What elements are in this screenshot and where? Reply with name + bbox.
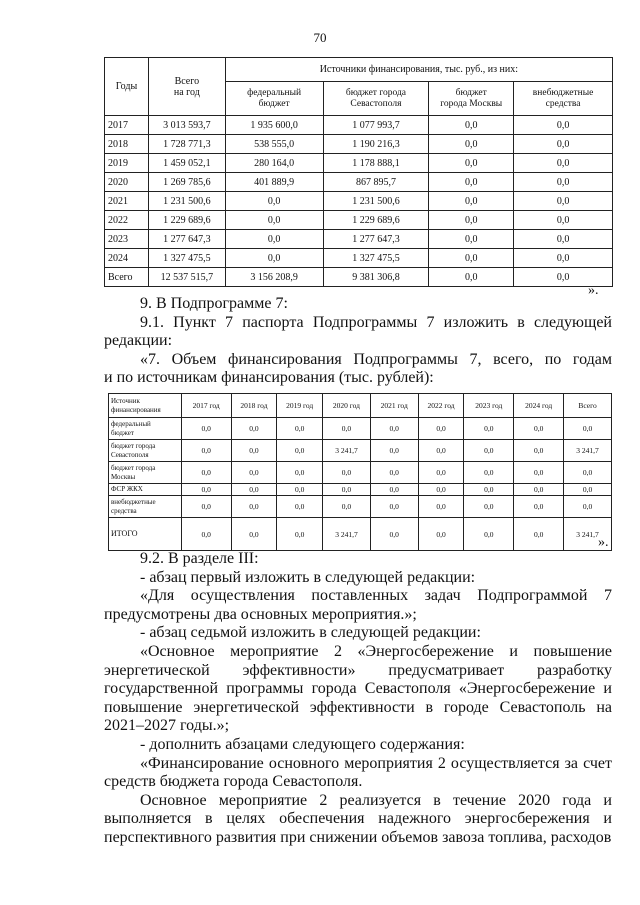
paragraph: - абзац седьмой изложить в следующей редакции: — [140, 624, 481, 642]
table-cell: 0,0 — [323, 462, 371, 484]
table-cell: 0,0 — [277, 518, 323, 551]
table-cell: 0,0 — [464, 518, 514, 551]
col-header: Всего — [564, 394, 612, 418]
table-cell: 0,0 — [231, 440, 277, 462]
row-label: ФСР ЖКХ — [109, 484, 182, 496]
col-header-years: Годы — [105, 58, 149, 116]
table-cell: 0,0 — [370, 518, 418, 551]
table-cell: 0,0 — [429, 173, 514, 192]
table-cell: 0,0 — [514, 173, 613, 192]
col-header: 2017 год — [181, 394, 231, 418]
table-cell: 1 277 647,3 — [323, 230, 429, 249]
table-cell: 0,0 — [181, 496, 231, 518]
table-cell: 0,0 — [429, 230, 514, 249]
row-label: 2023 — [105, 230, 149, 249]
table-cell: 0,0 — [323, 496, 371, 518]
row-label: 2024 — [105, 249, 149, 268]
table-cell: 3 241,7 — [564, 518, 612, 551]
paragraph: Основное мероприятие 2 реализуется в течение 2020 года и выполняется в целях обеспечения надежного энергосбережения и перспективного развития при снижении объемов завоза топлива, расходов — [104, 791, 612, 846]
col-header: 2021 год — [370, 394, 418, 418]
table-cell: 0,0 — [514, 230, 613, 249]
table-cell: 0,0 — [514, 192, 613, 211]
table-cell: 0,0 — [370, 440, 418, 462]
row-label: 2018 — [105, 135, 149, 154]
table-cell: 0,0 — [370, 418, 418, 440]
table-row — [109, 518, 612, 551]
col-header: 2023 год — [464, 394, 514, 418]
table-cell: 0,0 — [514, 440, 564, 462]
table-cell: 0,0 — [323, 484, 371, 496]
col-header: 2024 год — [514, 394, 564, 418]
table-cell: 0,0 — [231, 462, 277, 484]
table-cell: 0,0 — [514, 268, 613, 287]
table-cell: 0,0 — [370, 462, 418, 484]
table-cell: 1 231 500,6 — [323, 192, 429, 211]
table-cell: 0,0 — [323, 418, 371, 440]
table-row — [109, 418, 612, 440]
paragraph: - дополнить абзацами следующего содержания: — [140, 735, 465, 753]
table-cell: 0,0 — [464, 484, 514, 496]
paragraph: «Основное мероприятие 2 «Энергосбережение и повышение энергетической эффективности» предусматривает разработку государственной программы города Севастополя «Энергосбережение и повышение энергетической эффективности в городе Севастополь на 2021–2027 годы.»; — [104, 642, 612, 735]
table-cell: 0,0 — [514, 135, 613, 154]
quote-close: ». — [598, 535, 609, 550]
table-cell: 0,0 — [225, 249, 323, 268]
paragraph: - абзац первый изложить в следующей редакции: — [140, 568, 476, 586]
table-cell: 0,0 — [464, 462, 514, 484]
table-cell: 1 277 647,3 — [148, 230, 225, 249]
table-cell: 0,0 — [231, 496, 277, 518]
paragraph: 9.1. Пункт 7 паспорта Подпрограммы 7 изложить в следующей редакции: — [104, 313, 612, 350]
row-label: 2021 — [105, 192, 149, 211]
table-row — [105, 249, 613, 268]
table-cell: 3 013 593,7 — [148, 116, 225, 135]
table-cell: 401 889,9 — [225, 173, 323, 192]
col-header-source-3: внебюджетные средства — [514, 82, 613, 116]
table-cell: 0,0 — [418, 462, 464, 484]
table-cell: 1 229 689,6 — [323, 211, 429, 230]
table-cell: 0,0 — [514, 211, 613, 230]
table-cell: 0,0 — [231, 418, 277, 440]
table-cell: 0,0 — [231, 484, 277, 496]
col-header-source-2: бюджет города Москвы — [429, 82, 514, 116]
table-cell: 12 537 515,7 — [148, 268, 225, 287]
col-header: 2018 год — [231, 394, 277, 418]
table-cell: 0,0 — [181, 418, 231, 440]
table-cell: 0,0 — [418, 496, 464, 518]
table-cell: 1 077 993,7 — [323, 116, 429, 135]
table-cell: 1 728 771,3 — [148, 135, 225, 154]
col-header: Источник финансирования — [109, 394, 182, 418]
table-cell: 9 381 306,8 — [323, 268, 429, 287]
table-cell: 0,0 — [429, 249, 514, 268]
paragraph: 9.2. В разделе III: — [140, 550, 259, 567]
row-label: федеральный бюджет — [109, 418, 182, 440]
table-cell: 1 190 216,3 — [323, 135, 429, 154]
table-cell: 0,0 — [429, 154, 514, 173]
table-cell: 0,0 — [429, 135, 514, 154]
table-row — [105, 211, 613, 230]
col-header: 2022 год — [418, 394, 464, 418]
table-cell: 0,0 — [564, 462, 612, 484]
table-row — [109, 496, 612, 518]
table-cell: 0,0 — [429, 211, 514, 230]
text-block-2 — [104, 550, 612, 848]
subprogram-7-financing-table — [108, 393, 612, 551]
table-cell: 0,0 — [225, 192, 323, 211]
table-row — [105, 116, 613, 135]
row-label: 2020 — [105, 173, 149, 192]
table-cell: 0,0 — [514, 496, 564, 518]
table-cell: 0,0 — [514, 518, 564, 551]
table-row — [105, 192, 613, 211]
table-cell: 0,0 — [564, 484, 612, 496]
page-number: 70 — [313, 30, 327, 45]
financing-table-by-year — [104, 57, 613, 287]
row-label: бюджет города Севастополя — [109, 440, 182, 462]
paragraph: «7. Объем финансирования Подпрограммы 7, всего, по годам — [140, 350, 612, 368]
table-cell: 1 327 475,5 — [148, 249, 225, 268]
table-row — [109, 440, 612, 462]
table-cell: 0,0 — [418, 518, 464, 551]
table-row — [109, 484, 612, 496]
table-cell: 1 231 500,6 — [148, 192, 225, 211]
col-header-source-1: бюджет города Севастополя — [323, 82, 429, 116]
table-row — [105, 268, 613, 287]
table-cell: 0,0 — [514, 418, 564, 440]
col-header-source-0: федеральный бюджет — [225, 82, 323, 116]
table-row — [105, 230, 613, 249]
row-label: ИТОГО — [109, 518, 182, 551]
table-cell: 0,0 — [225, 230, 323, 249]
table-cell: 0,0 — [181, 462, 231, 484]
table-row — [105, 173, 613, 192]
table-cell: 0,0 — [514, 462, 564, 484]
paragraph: и по источникам финансирования (тыс. рублей): — [104, 369, 434, 387]
table-cell: 0,0 — [564, 418, 612, 440]
table-cell: 1 229 689,6 — [148, 211, 225, 230]
table-cell: 0,0 — [181, 440, 231, 462]
table-cell: 0,0 — [277, 418, 323, 440]
table-row — [105, 154, 613, 173]
paragraph: «Финансирование основного мероприятия 2 осуществляется за счет средств бюджета города Севастополя. — [104, 754, 612, 791]
quote-close: ». — [588, 283, 599, 298]
table-cell: 1 935 600,0 — [225, 116, 323, 135]
text-block-1 — [104, 295, 612, 388]
table-cell: 0,0 — [181, 484, 231, 496]
table-cell: 867 895,7 — [323, 173, 429, 192]
table-cell: 0,0 — [277, 440, 323, 462]
table-cell: 0,0 — [277, 496, 323, 518]
table-cell: 0,0 — [277, 484, 323, 496]
table-cell: 0,0 — [464, 440, 514, 462]
table-cell: 0,0 — [429, 192, 514, 211]
row-label: 2017 — [105, 116, 149, 135]
table-cell: 0,0 — [514, 154, 613, 173]
table-cell: 0,0 — [464, 496, 514, 518]
col-header-sources: Источники финансирования, тыс. руб., из них: — [225, 58, 612, 82]
col-header-total: Всего на год — [148, 58, 225, 116]
table-cell: 0,0 — [225, 211, 323, 230]
table-cell: 3 241,7 — [564, 440, 612, 462]
table-cell: 3 241,7 — [323, 518, 371, 551]
table-cell: 0,0 — [370, 496, 418, 518]
paragraph: «Для осуществления поставленных задач Подпрограммой 7 предусмотрены два основных мероприятия.»; — [104, 587, 612, 623]
table-cell: 0,0 — [464, 418, 514, 440]
paragraph: 9. В Подпрограмме 7: — [140, 295, 288, 312]
table-cell: 3 156 208,9 — [225, 268, 323, 287]
table-cell: 280 164,0 — [225, 154, 323, 173]
table-cell: 0,0 — [418, 418, 464, 440]
table-cell: 538 555,0 — [225, 135, 323, 154]
table-cell: 0,0 — [277, 462, 323, 484]
table-row — [109, 462, 612, 484]
row-label: 2019 — [105, 154, 149, 173]
row-label: Всего — [105, 268, 149, 287]
table-cell: 3 241,7 — [323, 440, 371, 462]
row-label: внебюджетные средства — [109, 496, 182, 518]
table-row — [105, 135, 613, 154]
table-cell: 0,0 — [429, 268, 514, 287]
table-cell: 0,0 — [564, 496, 612, 518]
table-cell: 1 327 475,5 — [323, 249, 429, 268]
table-cell: 1 269 785,6 — [148, 173, 225, 192]
col-header: 2019 год — [277, 394, 323, 418]
table-cell: 0,0 — [514, 116, 613, 135]
table-cell: 0,0 — [418, 484, 464, 496]
col-header: 2020 год — [323, 394, 371, 418]
table-cell: 0,0 — [429, 116, 514, 135]
table-cell: 0,0 — [181, 518, 231, 551]
table-cell: 1 178 888,1 — [323, 154, 429, 173]
table-cell: 0,0 — [514, 249, 613, 268]
table-cell: 1 459 052,1 — [148, 154, 225, 173]
table-cell: 0,0 — [514, 484, 564, 496]
table-cell: 0,0 — [370, 484, 418, 496]
table-cell: 0,0 — [231, 518, 277, 551]
table-cell: 0,0 — [418, 440, 464, 462]
row-label: бюджет города Москвы — [109, 462, 182, 484]
row-label: 2022 — [105, 211, 149, 230]
